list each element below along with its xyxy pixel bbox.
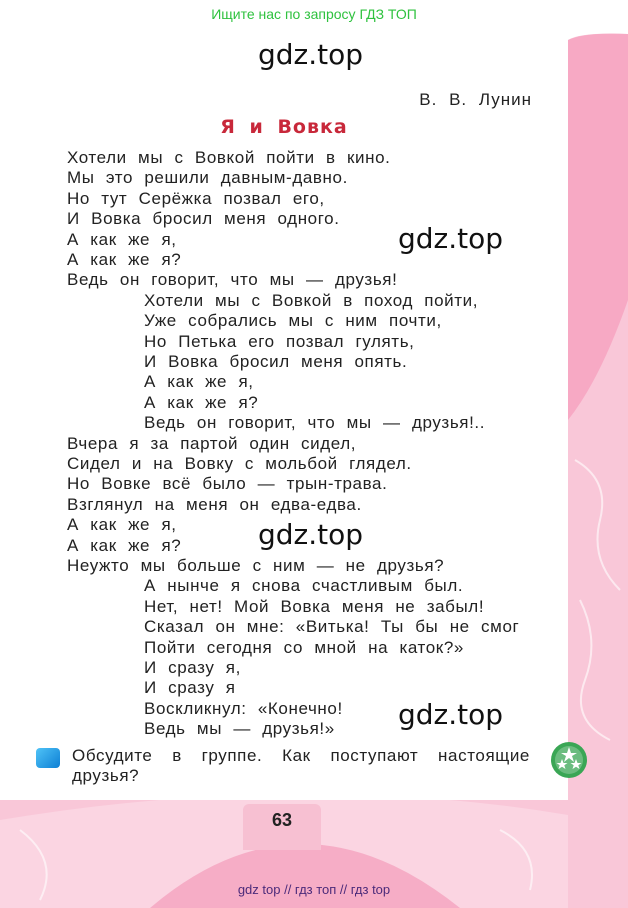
task-text: Обсудите в группе. Как поступают настоящие друзья? bbox=[72, 746, 530, 785]
poem-line: Сидел и на Вовку с мольбой глядел. bbox=[67, 454, 412, 473]
poem-line: А как же я, bbox=[67, 229, 177, 249]
poem-line: А как же я? bbox=[67, 535, 182, 555]
poem-line: Ведь он говорит, что мы — друзья! bbox=[67, 270, 398, 290]
poem-line: И сразу я bbox=[144, 678, 236, 698]
page-number: 63 bbox=[271, 810, 293, 830]
poem-line: И сразу я, bbox=[144, 658, 241, 677]
poem-line: Но тут Серёжка позвал его, bbox=[67, 188, 325, 208]
blue-square-icon bbox=[36, 748, 60, 768]
poem-line: Воскликнул: «Конечно! bbox=[144, 698, 343, 718]
poem-line: А как же я? bbox=[144, 392, 259, 412]
poem-line: Но Петька его позвал гулять, bbox=[144, 331, 415, 351]
footer-links[interactable]: gdz top // гдз топ // гдз top bbox=[237, 882, 391, 897]
poem-line: Взглянул на меня он едва-едва. bbox=[67, 494, 362, 514]
watermark: gdz.top bbox=[258, 38, 364, 71]
poem-line: Хотели мы с Вовкой в поход пойти, bbox=[144, 290, 479, 310]
poem-line: И Вовка бросил меня опять. bbox=[144, 352, 408, 371]
poem-line: А нынче я снова счастливым был. bbox=[144, 576, 464, 596]
poem-line: Сказал он мне: «Витька! Ты бы не смог bbox=[144, 617, 520, 637]
poem-title: Я и Вовка bbox=[220, 116, 348, 138]
poem-line: Нет, нет! Мой Вовка меня не забыл! bbox=[144, 596, 485, 616]
poem-line: Хотели мы с Вовкой пойти в кино. bbox=[67, 148, 391, 167]
poem-line: Но Вовке всё было — трын-трава. bbox=[67, 474, 388, 494]
watermark: gdz.top bbox=[398, 698, 504, 731]
poem-line: Мы это решили давным-давно. bbox=[67, 168, 348, 188]
stars-group-icon bbox=[550, 741, 588, 779]
poem-line: А как же я? bbox=[67, 250, 182, 269]
poem-line: А как же я, bbox=[67, 515, 177, 535]
watermark: gdz.top bbox=[398, 222, 504, 255]
poem-line: Ведь мы — друзья!» bbox=[144, 719, 335, 739]
search-hint-link[interactable]: Ищите нас по запросу ГДЗ ТОП bbox=[211, 6, 417, 22]
poem-line: Пойти сегодня со мной на каток?» bbox=[144, 637, 464, 657]
poem-line: Неужто мы больше с ним — не друзья? bbox=[67, 556, 445, 575]
watermark: gdz.top bbox=[258, 518, 364, 551]
poem-line: И Вовка бросил меня одного. bbox=[67, 209, 340, 229]
poem-line: Вчера я за партой один сидел, bbox=[67, 433, 357, 453]
poem-line: А как же я, bbox=[144, 372, 254, 392]
poem-author: В. В. Лунин bbox=[419, 90, 532, 109]
poem-line: Уже собрались мы с ним почти, bbox=[144, 311, 442, 331]
poem-line: Ведь он говорит, что мы — друзья!.. bbox=[144, 413, 486, 433]
